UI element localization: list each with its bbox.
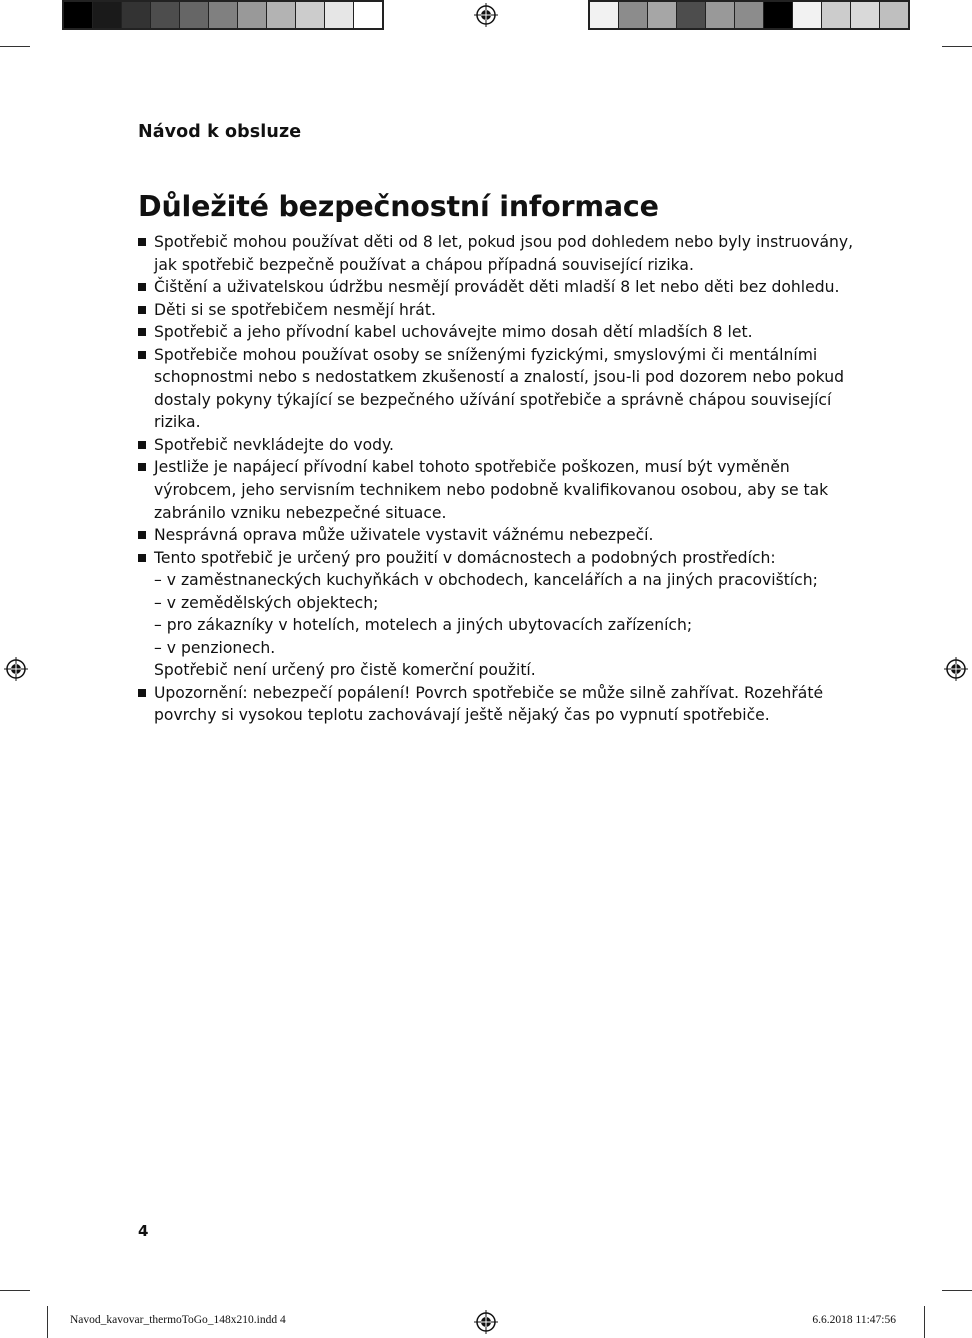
list-item-line: schopnostmi nebo s nedostatkem zkušeností a znalostí, jsou-li pod dozorem nebo pokud (154, 368, 844, 387)
list-item-line: – pro zákazníky v hotelích, motelech a jiných ubytovacích zařízeních; (154, 616, 693, 635)
list-item (138, 682, 858, 727)
list-item-line: Děti si se spotřebičem nesmějí hrát. (154, 300, 436, 319)
color-bar-left-swatch (296, 2, 325, 28)
list-item-line: – v zaměstnaneckých kuchyňkách v obchodech, kancelářích a na jiných pracovištích; (154, 571, 818, 590)
safety-info-list (138, 231, 858, 727)
color-bar-right-swatch (822, 2, 851, 28)
color-bar-left-swatch (64, 2, 93, 28)
section-title: Důležité bezpečnostní informace (138, 190, 659, 223)
list-item-line: Spotřebič není určený pro čistě komerční použití. (154, 661, 536, 680)
list-item-line: povrchy si vysokou teplotu zachovávají ještě nějaký čas po vypnutí spotřebiče. (154, 706, 770, 725)
registration-mark-icon (4, 657, 28, 681)
list-item-line: Spotřebič a jeho přívodní kabel uchovávejte mimo dosah dětí mladších 8 let. (154, 323, 753, 342)
registration-mark-icon (944, 657, 968, 681)
color-bar-right-swatch (590, 2, 619, 28)
list-item-line: výrobcem, jeho servisním technikem nebo podobně kvalifikovanou osobou, aby se tak (154, 481, 829, 500)
page-number: 4 (138, 1222, 149, 1240)
list-item-line: jak spotřebič bezpečně používat a chápou případná související rizika. (154, 255, 694, 274)
color-bar-right-swatch (735, 2, 764, 28)
list-item-line: dostaly pokyny týkající se bezpečného užívání spotřebiče a správně chápou související (154, 390, 832, 409)
crop-mark (0, 1290, 30, 1291)
crop-mark (942, 46, 972, 47)
list-item (138, 299, 858, 322)
list-item-line: zabránilo vzniku nebezpečné situace. (154, 503, 447, 522)
list-item-line: Jestliže je napájecí přívodní kabel tohoto spotřebiče poškozen, musí být vyměněn (154, 458, 790, 477)
crop-mark (942, 1290, 972, 1291)
crop-mark (924, 1306, 925, 1338)
color-bar-left-swatch (151, 2, 180, 28)
list-item (138, 456, 858, 524)
color-bar-right (588, 0, 910, 30)
color-bar-left-swatch (180, 2, 209, 28)
color-bar-right-swatch (648, 2, 677, 28)
crop-mark (0, 46, 30, 47)
registration-mark-icon (474, 3, 498, 27)
list-item-line: Spotřebič nevkládejte do vody. (154, 435, 395, 454)
manual-header-label: Návod k obsluze (138, 122, 302, 142)
list-item (138, 524, 858, 547)
list-item-line: Spotřebič mohou používat děti od 8 let, pokud jsou pod dohledem nebo byly instruovány, (154, 233, 854, 251)
color-bar-left-swatch (267, 2, 296, 28)
color-bar-left-swatch (93, 2, 122, 28)
registration-mark-icon (474, 1310, 498, 1334)
color-bar-right-swatch (677, 2, 706, 28)
list-item-line: – v zemědělských objektech; (154, 593, 379, 612)
color-bar-right-swatch (706, 2, 735, 28)
list-item (138, 434, 858, 457)
footer-timestamp: 6.6.2018 11:47:56 (812, 1314, 896, 1326)
color-bar-right-swatch (851, 2, 880, 28)
list-item (138, 231, 858, 276)
list-item-line: Čištění a uživatelskou údržbu nesmějí provádět děti mladší 8 let nebo děti bez dohledu. (154, 278, 840, 297)
color-bar-left-swatch (238, 2, 267, 28)
list-item-line: – v penzionech. (154, 638, 276, 657)
color-bar-left-swatch (122, 2, 151, 28)
footer-file-name: Navod_kavovar_thermoToGo_148x210.indd 4 (70, 1314, 286, 1326)
list-item-line: Nesprávná oprava může uživatele vystavit vážnému nebezpečí. (154, 526, 654, 545)
color-bar-right-swatch (880, 2, 908, 28)
list-item-line: Upozornění: nebezpečí popálení! Povrch spotřebiče se může silně zahřívat. Rozehřáté (154, 683, 824, 702)
color-bar-right-swatch (619, 2, 648, 28)
list-item (138, 321, 858, 344)
color-bar-left-swatch (325, 2, 354, 28)
color-bar-left (62, 0, 384, 30)
list-item-line: Tento spotřebič je určený pro použití v domácnostech a podobných prostředích: (154, 548, 776, 567)
color-bar-right-swatch (793, 2, 822, 28)
list-item (138, 276, 858, 299)
color-bar-right-swatch (764, 2, 793, 28)
list-item-line: rizika. (154, 413, 201, 432)
color-bar-left-swatch (354, 2, 382, 28)
list-item-line: Spotřebiče mohou používat osoby se sníženými fyzickými, smyslovými či mentálními (154, 345, 818, 364)
crop-mark (47, 1306, 48, 1338)
list-item (138, 344, 858, 434)
list-item (138, 547, 858, 682)
color-bar-left-swatch (209, 2, 238, 28)
